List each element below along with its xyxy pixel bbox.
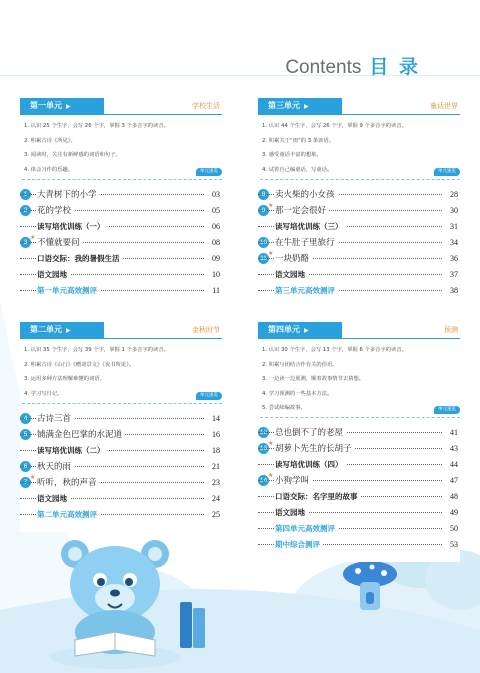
toc-item[interactable]: [258, 536, 460, 552]
toc-item-page: 25: [212, 509, 220, 519]
toc-item[interactable]: [258, 186, 460, 202]
unit-card-1: [20, 98, 222, 308]
toc-item-page: 28: [450, 189, 458, 199]
goal-item: 4. 体会习作的乐趣。: [24, 166, 74, 173]
unit-name: 第二单元: [30, 325, 62, 334]
unit-tab[interactable]: [258, 98, 342, 114]
toc-item-title: 第二单元高效测评: [37, 509, 100, 520]
toc-item-page: 06: [212, 221, 220, 231]
lesson-number-badge: 9: [258, 205, 269, 216]
goal-item: 3. 运用多种方法理解难懂的词语。: [24, 376, 105, 382]
toc-item-title: 读写培优训练（四）: [275, 459, 346, 470]
page-title: [285, 52, 420, 79]
toc-item-page: 49: [450, 507, 458, 517]
toc-item-title: 读写培优训练（三）: [275, 221, 346, 232]
goal-item: 4. 试着自己编童话，写童话。: [262, 166, 333, 173]
toc-item-title: 花的学校: [37, 204, 74, 216]
toc-item[interactable]: [258, 504, 460, 520]
toc-item-page: 37: [450, 269, 458, 279]
star-icon: ★: [268, 250, 274, 257]
star-icon: ★: [30, 474, 36, 481]
lesson-number-badge: 7: [20, 477, 31, 488]
toc-item[interactable]: [258, 266, 460, 282]
goal-item: 5. 尝试续编故事。: [262, 405, 306, 411]
toc-item-page: 41: [450, 427, 458, 437]
toc-item-title: 小狗学叫: [275, 474, 312, 486]
goal-item: 2. 积累与团结合作有关的俗语。: [262, 361, 338, 368]
toc-list: [20, 410, 222, 522]
toc-item-title: 语文园地: [275, 269, 308, 280]
toc-item[interactable]: [258, 218, 460, 234]
toc-item[interactable]: [258, 456, 460, 472]
toc-item-title: 古诗三首: [37, 412, 74, 424]
toc-item-title: 语文园地: [37, 269, 70, 280]
toc-item-title: 读写培优训练（一）: [37, 221, 108, 232]
lesson-number-badge: 12: [259, 428, 268, 436]
toc-item-title: 在牛肚子里旅行: [275, 236, 338, 248]
toc-item-page: 03: [212, 189, 220, 199]
lesson-number-badge: 8: [258, 189, 269, 200]
title-chinese: 目 录: [369, 56, 420, 78]
toc-item-page: 38: [450, 285, 458, 295]
toc-item[interactable]: [258, 234, 460, 250]
toc-item-title: 口语交际：我的暑假生活: [37, 253, 123, 264]
toc-item-page: 43: [450, 443, 458, 453]
unit-header: [20, 322, 222, 339]
toc-item-title: 铺满金色巴掌的水泥道: [37, 428, 125, 440]
unit-overview-badge: 单元速览: [426, 168, 460, 178]
star-icon: ★: [268, 440, 274, 447]
goal-item: 2. 积累关于“雨”的 3 条谚语。: [262, 137, 334, 144]
lesson-number-badge: 5: [20, 429, 31, 440]
star-icon: ★: [268, 202, 274, 209]
toc-item[interactable]: [20, 266, 222, 282]
lesson-number-badge: 14: [259, 476, 268, 484]
star-icon: ★: [268, 472, 274, 479]
unit-card-4: [258, 322, 460, 562]
unit-card-3: [258, 98, 460, 308]
toc-item-title: 总也倒不了的老屋: [275, 426, 346, 438]
toc-item-title: 第三单元高效测评: [275, 285, 338, 296]
unit-overview-badge: 单元速览: [426, 406, 460, 416]
toc-item-page: 10: [212, 269, 220, 279]
toc-item-page: 30: [450, 205, 458, 215]
lesson-number-badge: 2: [20, 205, 31, 216]
toc-item[interactable]: [20, 202, 222, 218]
toc-item-page: 34: [450, 237, 458, 247]
toc-item[interactable]: [20, 458, 222, 474]
unit-tab[interactable]: [20, 322, 104, 338]
lesson-number-badge: 6: [20, 461, 31, 472]
unit-overview-badge: 单元速览: [188, 168, 222, 178]
goal-item: 1. 认识 30 个生字，会写 13 个字，掌握 6 个多音字的读音。: [262, 347, 407, 353]
star-icon: ★: [30, 234, 36, 241]
dashed-divider: [22, 403, 222, 404]
goal-item: 4. 学习预测的一些基本方法。: [262, 390, 333, 397]
play-arrow-icon: ▶: [304, 103, 309, 110]
play-arrow-icon: ▶: [304, 327, 309, 334]
toc-item-page: 21: [212, 461, 220, 471]
toc-item-title: 语文园地: [275, 507, 308, 518]
toc-item-page: 14: [212, 413, 220, 423]
toc-item[interactable]: [258, 250, 460, 266]
toc-item[interactable]: [20, 282, 222, 298]
title-english: Contents: [285, 57, 362, 78]
unit-theme: 预测: [444, 326, 458, 334]
unit-theme: 学校生活: [192, 102, 220, 110]
toc-item-title: 语文园地: [37, 493, 70, 504]
toc-item-page: 05: [212, 205, 220, 215]
toc-item-page: 23: [212, 477, 220, 487]
toc-item[interactable]: [20, 490, 222, 506]
toc-item-title: 那一定会很好: [275, 204, 329, 216]
toc-item[interactable]: [20, 506, 222, 522]
unit-card-2: [20, 322, 222, 532]
toc-item-title: 读写培优训练（二）: [37, 445, 108, 456]
goal-item: 1. 认识 35 个生字，会写 39 个字，掌握 1 个多音字的读音。: [24, 347, 169, 353]
toc-item[interactable]: [258, 520, 460, 536]
toc-item[interactable]: [20, 426, 222, 442]
toc-item[interactable]: [20, 234, 222, 250]
toc-item[interactable]: [20, 474, 222, 490]
toc-item-title: 第一单元高效测评: [37, 285, 100, 296]
toc-item-title: 口语交际：名字里的故事: [275, 491, 361, 502]
toc-item[interactable]: [20, 218, 222, 234]
toc-item-title: 卖火柴的小女孩: [275, 188, 338, 200]
toc-item-title: 不懂就要问: [37, 236, 83, 248]
toc-item[interactable]: [20, 250, 222, 266]
goal-item: 4. 学习写日记。: [24, 390, 63, 397]
goal-item: 1. 认识 25 个生字，会写 26 个字，掌握 3 个多音字的读音。: [24, 123, 169, 129]
toc-item[interactable]: [258, 282, 460, 298]
lesson-number-badge: 13: [259, 444, 268, 452]
toc-item-title: 胡萝卜先生的长胡子: [275, 442, 355, 454]
toc-item[interactable]: [258, 488, 460, 504]
unit-theme: 童话世界: [430, 102, 458, 110]
toc-item-page: 09: [212, 253, 220, 263]
lesson-number-badge: 10: [259, 238, 268, 246]
toc-item-title: 一块奶酪: [275, 252, 312, 264]
unit-name: 第四单元: [268, 325, 300, 334]
toc-list: [20, 186, 222, 298]
unit-name: 第一单元: [30, 101, 62, 110]
toc-item-title: 听听，秋的声音: [37, 476, 100, 488]
lesson-number-badge: 11: [258, 253, 269, 264]
toc-item-page: 16: [212, 429, 220, 439]
toc-item-page: 31: [450, 221, 458, 231]
toc-list: [258, 186, 460, 298]
unit-header: [20, 98, 222, 115]
toc-item-page: 44: [450, 459, 458, 469]
toc-item-page: 11: [212, 285, 220, 295]
unit-theme: 金秋时节: [192, 326, 220, 334]
toc-item-page: 08: [212, 237, 220, 247]
toc-item-page: 18: [212, 445, 220, 455]
unit-header: [258, 98, 460, 115]
toc-item[interactable]: [258, 424, 460, 440]
goal-item: 3. 阅读时，关注有新鲜感的词语和句子。: [24, 152, 121, 158]
toc-item[interactable]: [258, 472, 460, 488]
toc-item[interactable]: [258, 202, 460, 218]
play-arrow-icon: ▶: [66, 327, 71, 334]
unit-name: 第三单元: [268, 101, 300, 110]
lesson-number-badge: 3: [20, 237, 31, 248]
toc-item-title: 秋天的雨: [37, 460, 74, 472]
bear-reading-illustration: [40, 532, 190, 672]
books-illustration: [178, 600, 208, 650]
goal-item: 3. 感受童话丰富的想象。: [262, 152, 322, 158]
toc-item-title: 第四单元高效测评: [275, 523, 338, 534]
toc-item[interactable]: [20, 410, 222, 426]
goal-item: 1. 认识 44 个生字，会写 26 个字，掌握 9 个多音字的读音。: [262, 123, 407, 129]
play-arrow-icon: ▶: [66, 103, 71, 110]
toc-list: [258, 424, 460, 552]
toc-item-page: 36: [450, 253, 458, 263]
mushroom-house-illustration: [340, 560, 400, 615]
goal-item: 2. 积累古诗《所见》。: [24, 137, 76, 144]
toc-item-page: 50: [450, 523, 458, 533]
dashed-divider: [22, 179, 222, 180]
unit-tab[interactable]: [20, 98, 104, 114]
lesson-number-badge: 4: [20, 413, 31, 424]
lesson-number-badge: 1: [20, 189, 31, 200]
goal-item: 2. 积累古诗《山行》《赠刘景文》《夜书所见》。: [24, 361, 135, 368]
toc-item-title: 大青树下的小学: [37, 188, 100, 200]
toc-item[interactable]: [20, 186, 222, 202]
unit-header: [258, 322, 460, 339]
toc-item-page: 53: [450, 539, 458, 549]
toc-item[interactable]: [20, 442, 222, 458]
toc-item-page: 24: [212, 493, 220, 503]
goal-item: 3. 一边读一边预测，顺着故事情节去猜想。: [262, 376, 365, 382]
toc-item-page: 47: [450, 475, 458, 485]
toc-item-title: 期中综合测评: [275, 539, 323, 550]
toc-item[interactable]: [258, 440, 460, 456]
toc-item-page: 48: [450, 491, 458, 501]
unit-overview-badge: 单元速览: [188, 392, 222, 402]
unit-tab[interactable]: [258, 322, 342, 338]
dashed-divider: [260, 179, 460, 180]
dashed-divider: [260, 417, 460, 418]
